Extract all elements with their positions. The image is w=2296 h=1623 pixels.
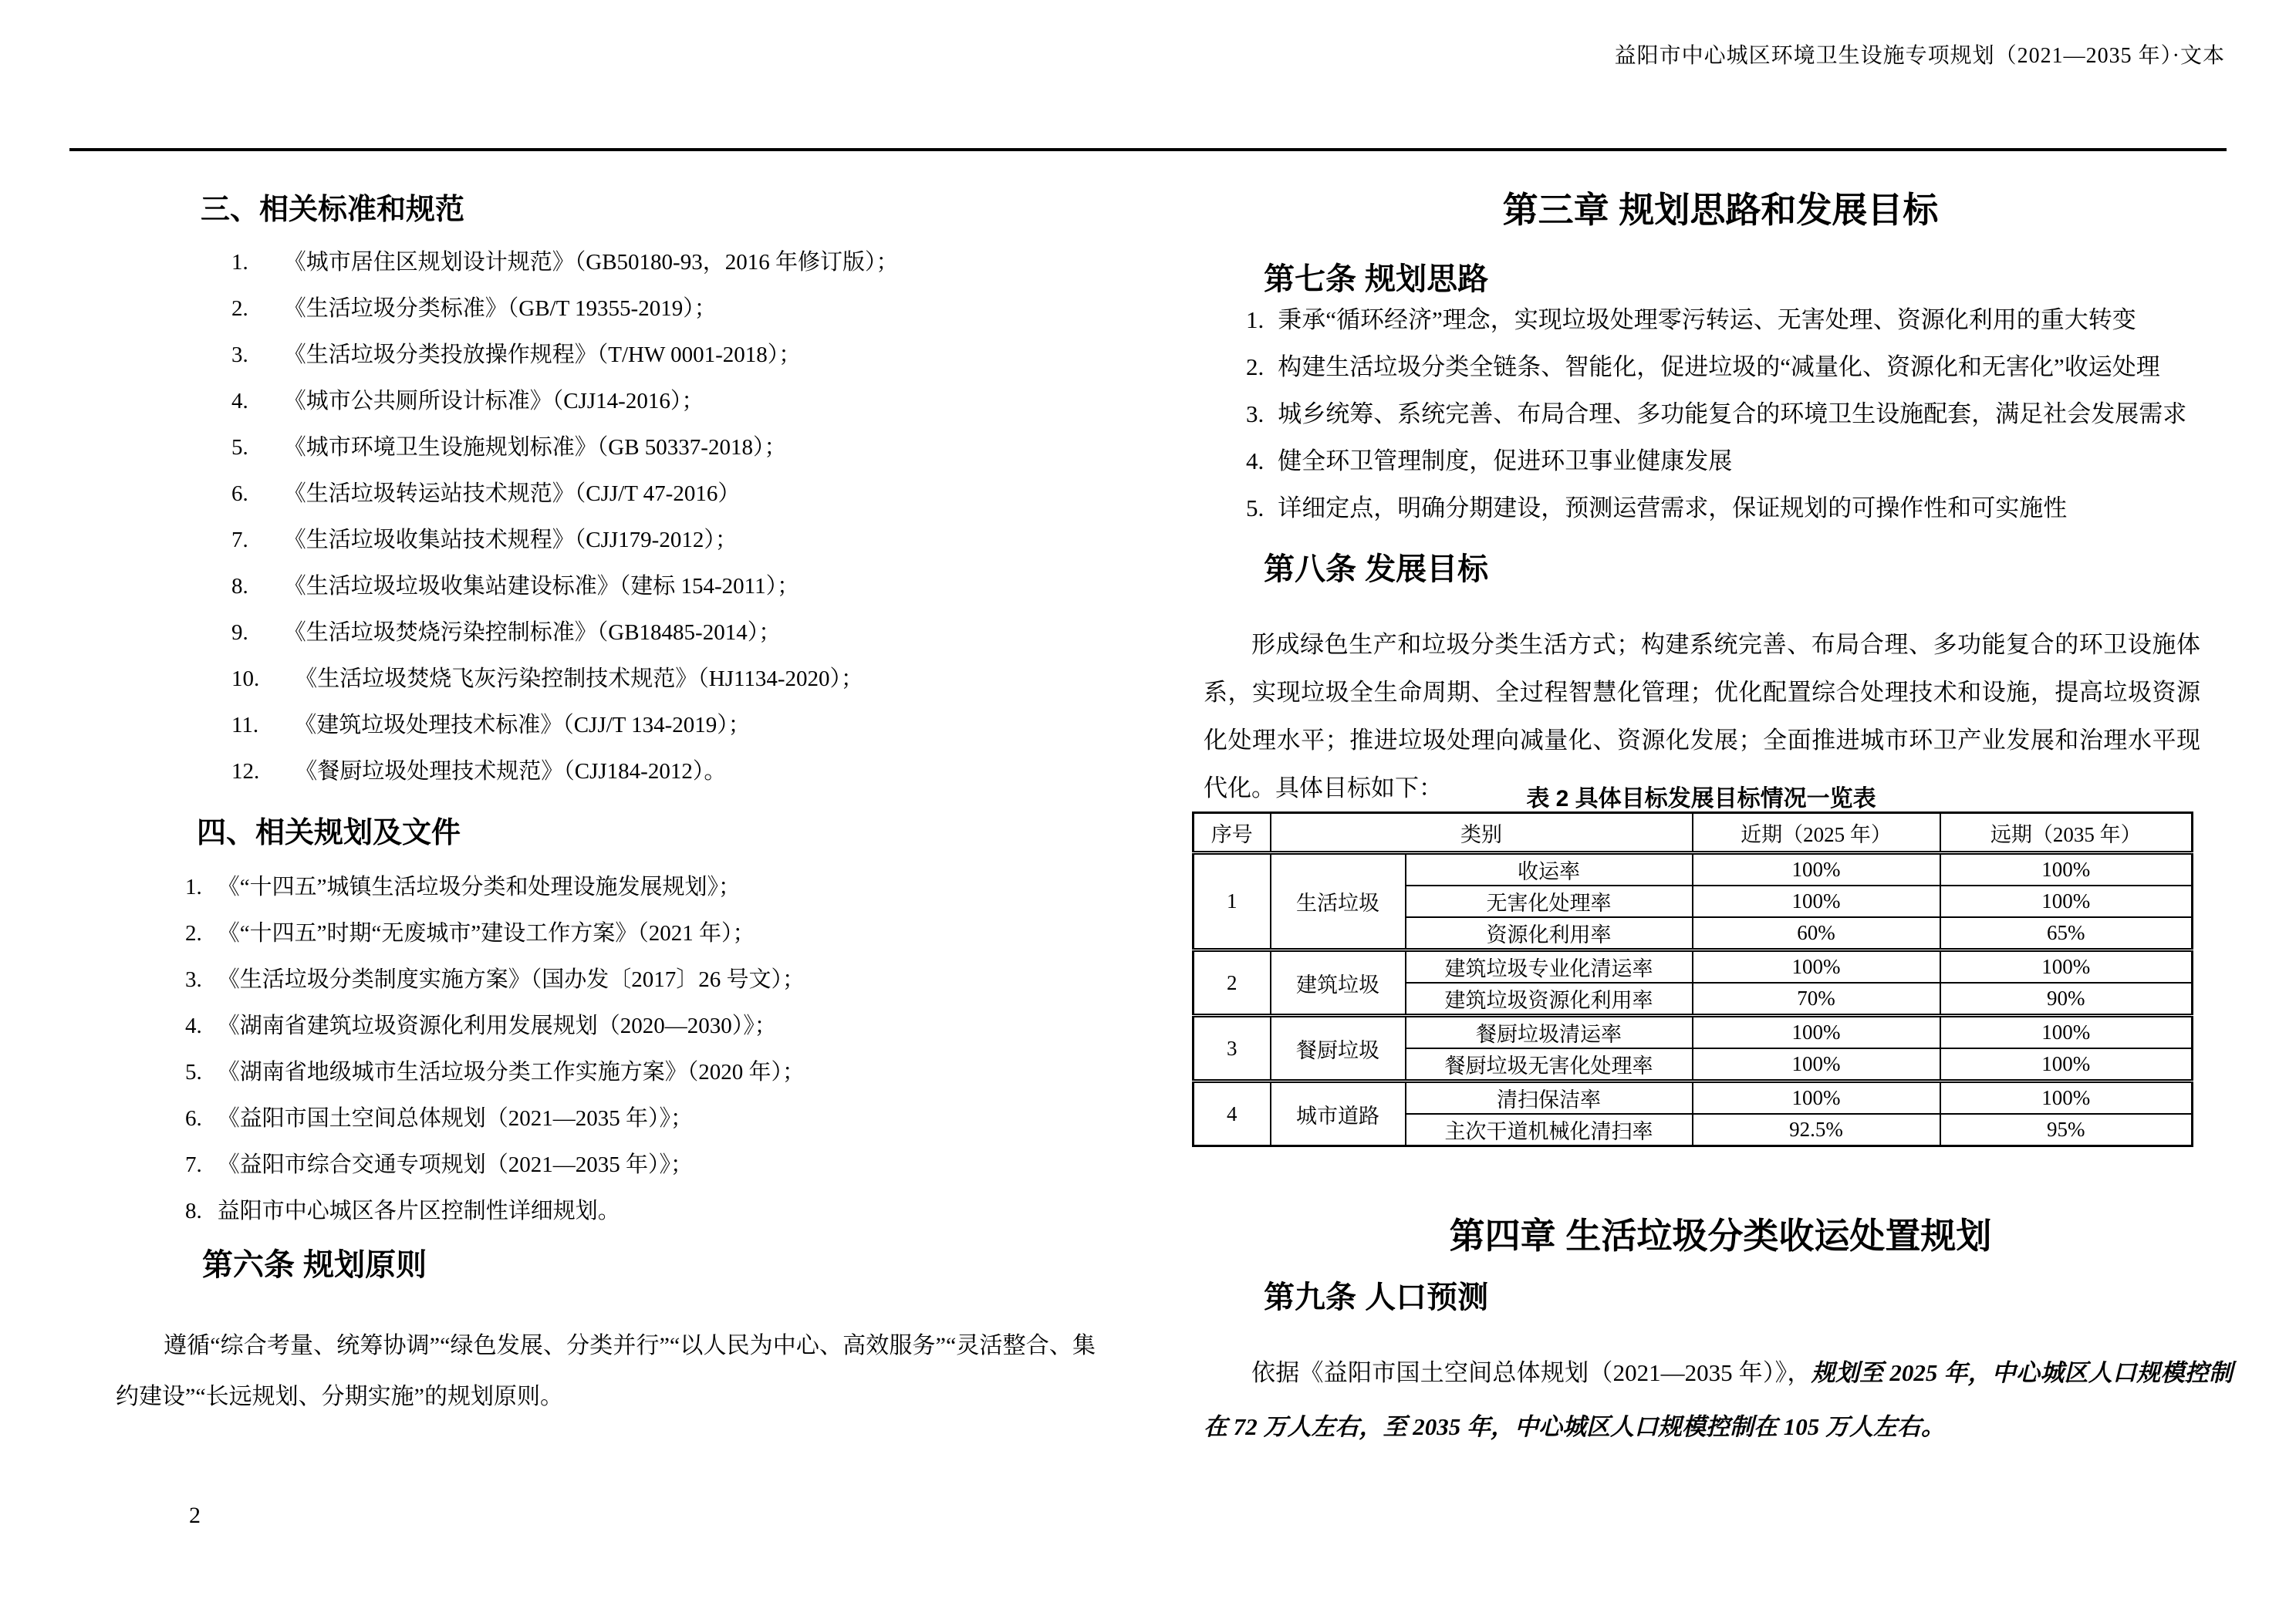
col-header-category: 类别 [1271, 813, 1693, 853]
list-item-text: 《城市居住区规划设计规范》（GB50180-93，2016 年修订版）； [283, 250, 899, 275]
goals-table [1192, 812, 2193, 1147]
far-term-value-cell: 100% [1940, 853, 2193, 886]
near-term-value-cell: 100% [1693, 950, 1940, 984]
list-item [231, 517, 898, 563]
article8-heading: 第八条 发展目标 [1264, 552, 1489, 586]
article9-lead: 依据《益阳市国土空间总体规划（2021—2035 年）》， [1251, 1359, 1811, 1386]
list-item [231, 702, 898, 748]
list-item-text: 《生活垃圾焚烧飞灰污染控制技术规范》（HJ1134-2020）； [295, 666, 864, 691]
list-item-number: 6. [185, 1106, 202, 1131]
col-header-near-term: 近期（2025 年） [1693, 813, 1940, 853]
list-item-text: 《生活垃圾焚烧污染控制标准》（GB18485-2014）； [283, 620, 782, 645]
article6-heading: 第六条 规划原则 [202, 1248, 427, 1282]
list-item [231, 332, 898, 378]
group-number-cell: 3 [1194, 1016, 1271, 1081]
list-item [231, 239, 898, 285]
indicator-cell: 餐厨垃圾清运率 [1406, 1016, 1693, 1049]
list-item-text: 《餐厨垃圾处理技术规范》（CJJ184-2012）。 [295, 759, 727, 784]
list-item-text: 构建生活垃圾分类全链条、智能化，促进垃圾的“减量化、资源化和无害化”收运处理 [1278, 353, 2160, 380]
list-item [231, 378, 898, 424]
group-category-cell: 城市道路 [1271, 1081, 1406, 1146]
far-term-value-cell: 95% [1940, 1114, 2193, 1146]
section-heading-standards: 三、相关标准和规范 [201, 194, 465, 226]
group-category-cell: 生活垃圾 [1271, 853, 1406, 950]
list-item [185, 1188, 805, 1234]
list-item [231, 748, 898, 795]
group-number-cell: 4 [1194, 1081, 1271, 1146]
list-item-number: 1. [185, 875, 202, 899]
list-item-text: 《建筑垃圾处理技术标准》（CJJ/T 134-2019）； [294, 713, 751, 737]
header-rule [69, 148, 2227, 151]
list-item-number: 4. [231, 389, 248, 413]
list-item [1246, 343, 2186, 390]
list-item-number: 7. [185, 1152, 202, 1177]
list-item [185, 910, 805, 957]
article9-heading: 第九条 人口预测 [1264, 1281, 1489, 1314]
indicator-cell: 收运率 [1406, 853, 1693, 886]
table-header-row [1194, 813, 2193, 853]
far-term-value-cell: 100% [1940, 886, 2193, 917]
article8-paragraph: 形成绿色生产和垃圾分类生活方式；构建系统完善、布局合理、多功能复合的环卫设施体系，实现垃圾全生命周期、全过程智慧化管理；优化配置综合处理技术和设施，提高垃圾资源化处理水平；推进垃圾处理向减量化、资源化发展；全面推进城市环卫产业发展和治理水平现代化。具体目标如下： [1204, 631, 2200, 801]
list-item [231, 471, 898, 517]
list-item-number: 3. [1246, 400, 1264, 427]
list-item-number: 7. [231, 528, 248, 552]
far-term-value-cell: 65% [1940, 917, 2193, 950]
list-item-text: 益阳市中心城区各片区控制性详细规划。 [217, 1199, 620, 1223]
goals-table-head [1194, 813, 2193, 853]
table-row [1194, 1016, 2193, 1049]
goals-table-body [1194, 853, 2193, 1146]
indicator-cell: 清扫保洁率 [1406, 1081, 1693, 1115]
list-item [1246, 437, 2186, 484]
list-item-number: 1. [1246, 306, 1264, 333]
list-item-number: 8. [231, 574, 248, 599]
list-item-text: 《益阳市国土空间总体规划（2021—2035 年）》； [217, 1106, 694, 1131]
indicator-cell: 无害化处理率 [1406, 886, 1693, 917]
indicator-cell: 建筑垃圾资源化利用率 [1406, 983, 1693, 1016]
near-term-value-cell: 60% [1693, 917, 1940, 950]
list-item-number: 2. [185, 921, 202, 946]
article6-paragraph: 遵循“综合考量、统筹协调”“绿色发展、分类并行”“以人民为中心、高效服务”“灵活整合、集约建设”“长远规划、分期实施”的规划原则。 [116, 1333, 1096, 1409]
far-term-value-cell: 100% [1940, 1048, 2193, 1081]
near-term-value-cell: 100% [1693, 1081, 1940, 1115]
article9-paragraph [1204, 1346, 2233, 1454]
list-item-number: 4. [185, 1014, 202, 1038]
col-header-far-term: 远期（2035 年） [1940, 813, 2193, 853]
list-item-number: 8. [185, 1199, 202, 1223]
list-item-text: 《益阳市综合交通专项规划（2021—2035 年）》； [217, 1152, 694, 1177]
list-item [231, 609, 898, 656]
list-item-text: 《“十四五”时期“无废城市”建设工作方案》（2021 年）； [217, 921, 755, 946]
list-item [231, 656, 898, 702]
table-caption: 表 2 具体目标发展目标情况一览表 [1526, 786, 1876, 812]
indicator-cell: 资源化利用率 [1406, 917, 1693, 950]
list-item-text: 《湖南省地级城市生活垃圾分类工作实施方案》（2020 年）； [217, 1060, 805, 1085]
far-term-value-cell: 100% [1940, 1016, 2193, 1049]
list-item-text: 详细定点，明确分期建设，预测运营需求，保证规划的可操作性和可实施性 [1278, 494, 2068, 521]
table-row [1194, 950, 2193, 984]
list-item-number: 2. [231, 296, 248, 321]
list-item [1246, 390, 2186, 437]
col-header-index: 序号 [1194, 813, 1271, 853]
list-item-number: 12. [231, 759, 260, 784]
list-item-number: 4. [1246, 447, 1264, 474]
chapter3-heading: 第三章 规划思路和发展目标 [1502, 190, 1939, 230]
list-item-number: 2. [1246, 353, 1264, 380]
list-item-text: 健全环卫管理制度，促进环卫事业健康发展 [1278, 447, 1733, 474]
chapter4-heading: 第四章 生活垃圾分类收运处置规划 [1449, 1216, 1992, 1256]
near-term-value-cell: 70% [1693, 983, 1940, 1016]
far-term-value-cell: 90% [1940, 983, 2193, 1016]
article7-heading: 第七条 规划思路 [1264, 262, 1489, 296]
list-item-number: 10. [231, 666, 260, 691]
list-item-text: 《生活垃圾分类制度实施方案》（国办发〔2017〕26 号文）； [217, 967, 805, 992]
indicator-cell: 建筑垃圾专业化清运率 [1406, 950, 1693, 984]
near-term-value-cell: 100% [1693, 1016, 1940, 1049]
list-item-text: 《生活垃圾垃圾收集站建设标准》（建标 154-2011）； [283, 574, 800, 599]
list-item-text: 《生活垃圾转运站技术规范》（CJJ/T 47-2016） [283, 481, 741, 506]
far-term-value-cell: 100% [1940, 950, 2193, 984]
goals-table-wrap [1192, 812, 2193, 1147]
table-row [1194, 853, 2193, 886]
list-item-number: 11. [231, 713, 259, 737]
article7-list [1246, 296, 2186, 531]
page-number: 2 [189, 1503, 201, 1528]
list-item [1246, 484, 2186, 531]
list-item-number: 3. [185, 967, 202, 992]
list-item [1246, 296, 2186, 343]
group-category-cell: 建筑垃圾 [1271, 950, 1406, 1016]
list-item [185, 864, 805, 910]
list-item [185, 1142, 805, 1188]
near-term-value-cell: 100% [1693, 886, 1940, 917]
article9-emphasis: 规划至 2025 年，中心城区人口规模控制在 72 万人左右，至 2035 年，中心城区人口规模控制在 105 万人左右。 [1204, 1359, 2233, 1440]
list-item-text: 《“十四五”城镇生活垃圾分类和处理设施发展规划》； [217, 875, 741, 899]
list-item [231, 424, 898, 471]
list-item-text: 《生活垃圾收集站技术规程》（CJJ179-2012）； [283, 528, 738, 552]
list-item-number: 1. [231, 250, 248, 275]
table-row [1194, 1081, 2193, 1115]
list-item-number: 9. [231, 620, 248, 645]
group-number-cell: 2 [1194, 950, 1271, 1016]
indicator-cell: 主次干道机械化清扫率 [1406, 1114, 1693, 1146]
list-item-text: 《城市公共厕所设计标准》（CJJ14-2016）； [283, 389, 704, 413]
section-heading-plans: 四、相关规划及文件 [197, 817, 461, 849]
far-term-value-cell: 100% [1940, 1081, 2193, 1115]
list-item [231, 285, 898, 332]
standards-list [231, 239, 898, 795]
list-item-text: 《生活垃圾分类标准》（GB/T 19355-2019）； [283, 296, 717, 321]
list-item-text: 《生活垃圾分类投放操作规程》（T/HW 0001-2018）； [283, 342, 802, 367]
left-column [69, 177, 1150, 1550]
group-category-cell: 餐厨垃圾 [1271, 1016, 1406, 1081]
near-term-value-cell: 100% [1693, 853, 1940, 886]
list-item [185, 957, 805, 1003]
page-header-title: 益阳市中心城区环境卫生设施专项规划（2021—2035 年）·文本 [1614, 44, 2225, 68]
list-item-text: 《城市环境卫生设施规划标准》（GB 50337-2018）； [283, 435, 787, 460]
list-item-number: 6. [231, 481, 248, 506]
list-item-number: 5. [1246, 494, 1264, 521]
list-item [185, 1095, 805, 1142]
group-number-cell: 1 [1194, 853, 1271, 950]
list-item-number: 3. [231, 342, 248, 367]
right-column [1204, 177, 2237, 1566]
list-item [185, 1049, 805, 1095]
list-item [231, 563, 898, 609]
list-item-text: 城乡统筹、系统完善、布局合理、多功能复合的环境卫生设施配套，满足社会发展需求 [1278, 400, 2187, 427]
list-item-number: 5. [231, 435, 248, 460]
list-item-number: 5. [185, 1060, 202, 1085]
near-term-value-cell: 92.5% [1693, 1114, 1940, 1146]
list-item-text: 秉承“循环经济”理念，实现垃圾处理零污转运、无害处理、资源化利用的重大转变 [1278, 306, 2136, 333]
list-item [185, 1003, 805, 1049]
indicator-cell: 餐厨垃圾无害化处理率 [1406, 1048, 1693, 1081]
plans-list [185, 864, 805, 1234]
list-item-text: 《湖南省建筑垃圾资源化利用发展规划（2020—2030）》； [217, 1014, 777, 1038]
near-term-value-cell: 100% [1693, 1048, 1940, 1081]
